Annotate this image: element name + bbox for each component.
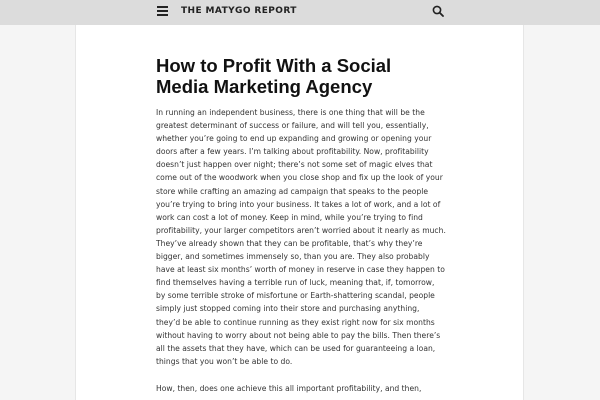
article-paragraph: How, then, does one achieve this all important profitability, and then, <box>156 383 422 393</box>
search-icon[interactable] <box>432 5 444 17</box>
hamburger-menu-icon[interactable] <box>157 6 168 16</box>
site-title[interactable]: THE MATYGO REPORT <box>181 6 297 16</box>
article-paragraph: In running an independent business, there is one thing that will be the greatest determinant of success or failure, and will tell you, essentially, whether you’re going to end up expanding and growing or opening your doors after a few years. I’m talking about profitability. Now, profitability doesn’t just happen over night; there’s not some set of magic elves that come out of the woodwork when you close shop and fix up the look of your store while crafting an amazing ad campaign that speaks to the people you’re trying to bring into your business. It takes a lot of work, and a lot of work can cost a lot of money. Keep in mind, while you’re trying to find profitability, your larger competitors aren’t worried about it nearly as much. They’ve already shown that they can be profitable, that’s why they’re bigger, and sometimes immensely so, than you are. They also probably have at least six months’ worth of money in reserve in case they happen to find themselves having a terrible run of luck, meaning that, if, tomorrow, by some terrible stroke of misfortune or Earth-shattering scandal, people simply just stopped coming into their store and purchasing anything, they’d be able to continue running as they exist right now for six months without having to worry about not being able to pay the bills. Then there’s all the assets that they have, which can be used for guaranteeing a loan, things that you won’t be able to do. <box>156 108 446 366</box>
article-body <box>156 106 446 395</box>
top-navigation-bar <box>0 0 600 25</box>
article-title: How to Profit With a Social Media Marketing Agency <box>156 55 392 97</box>
